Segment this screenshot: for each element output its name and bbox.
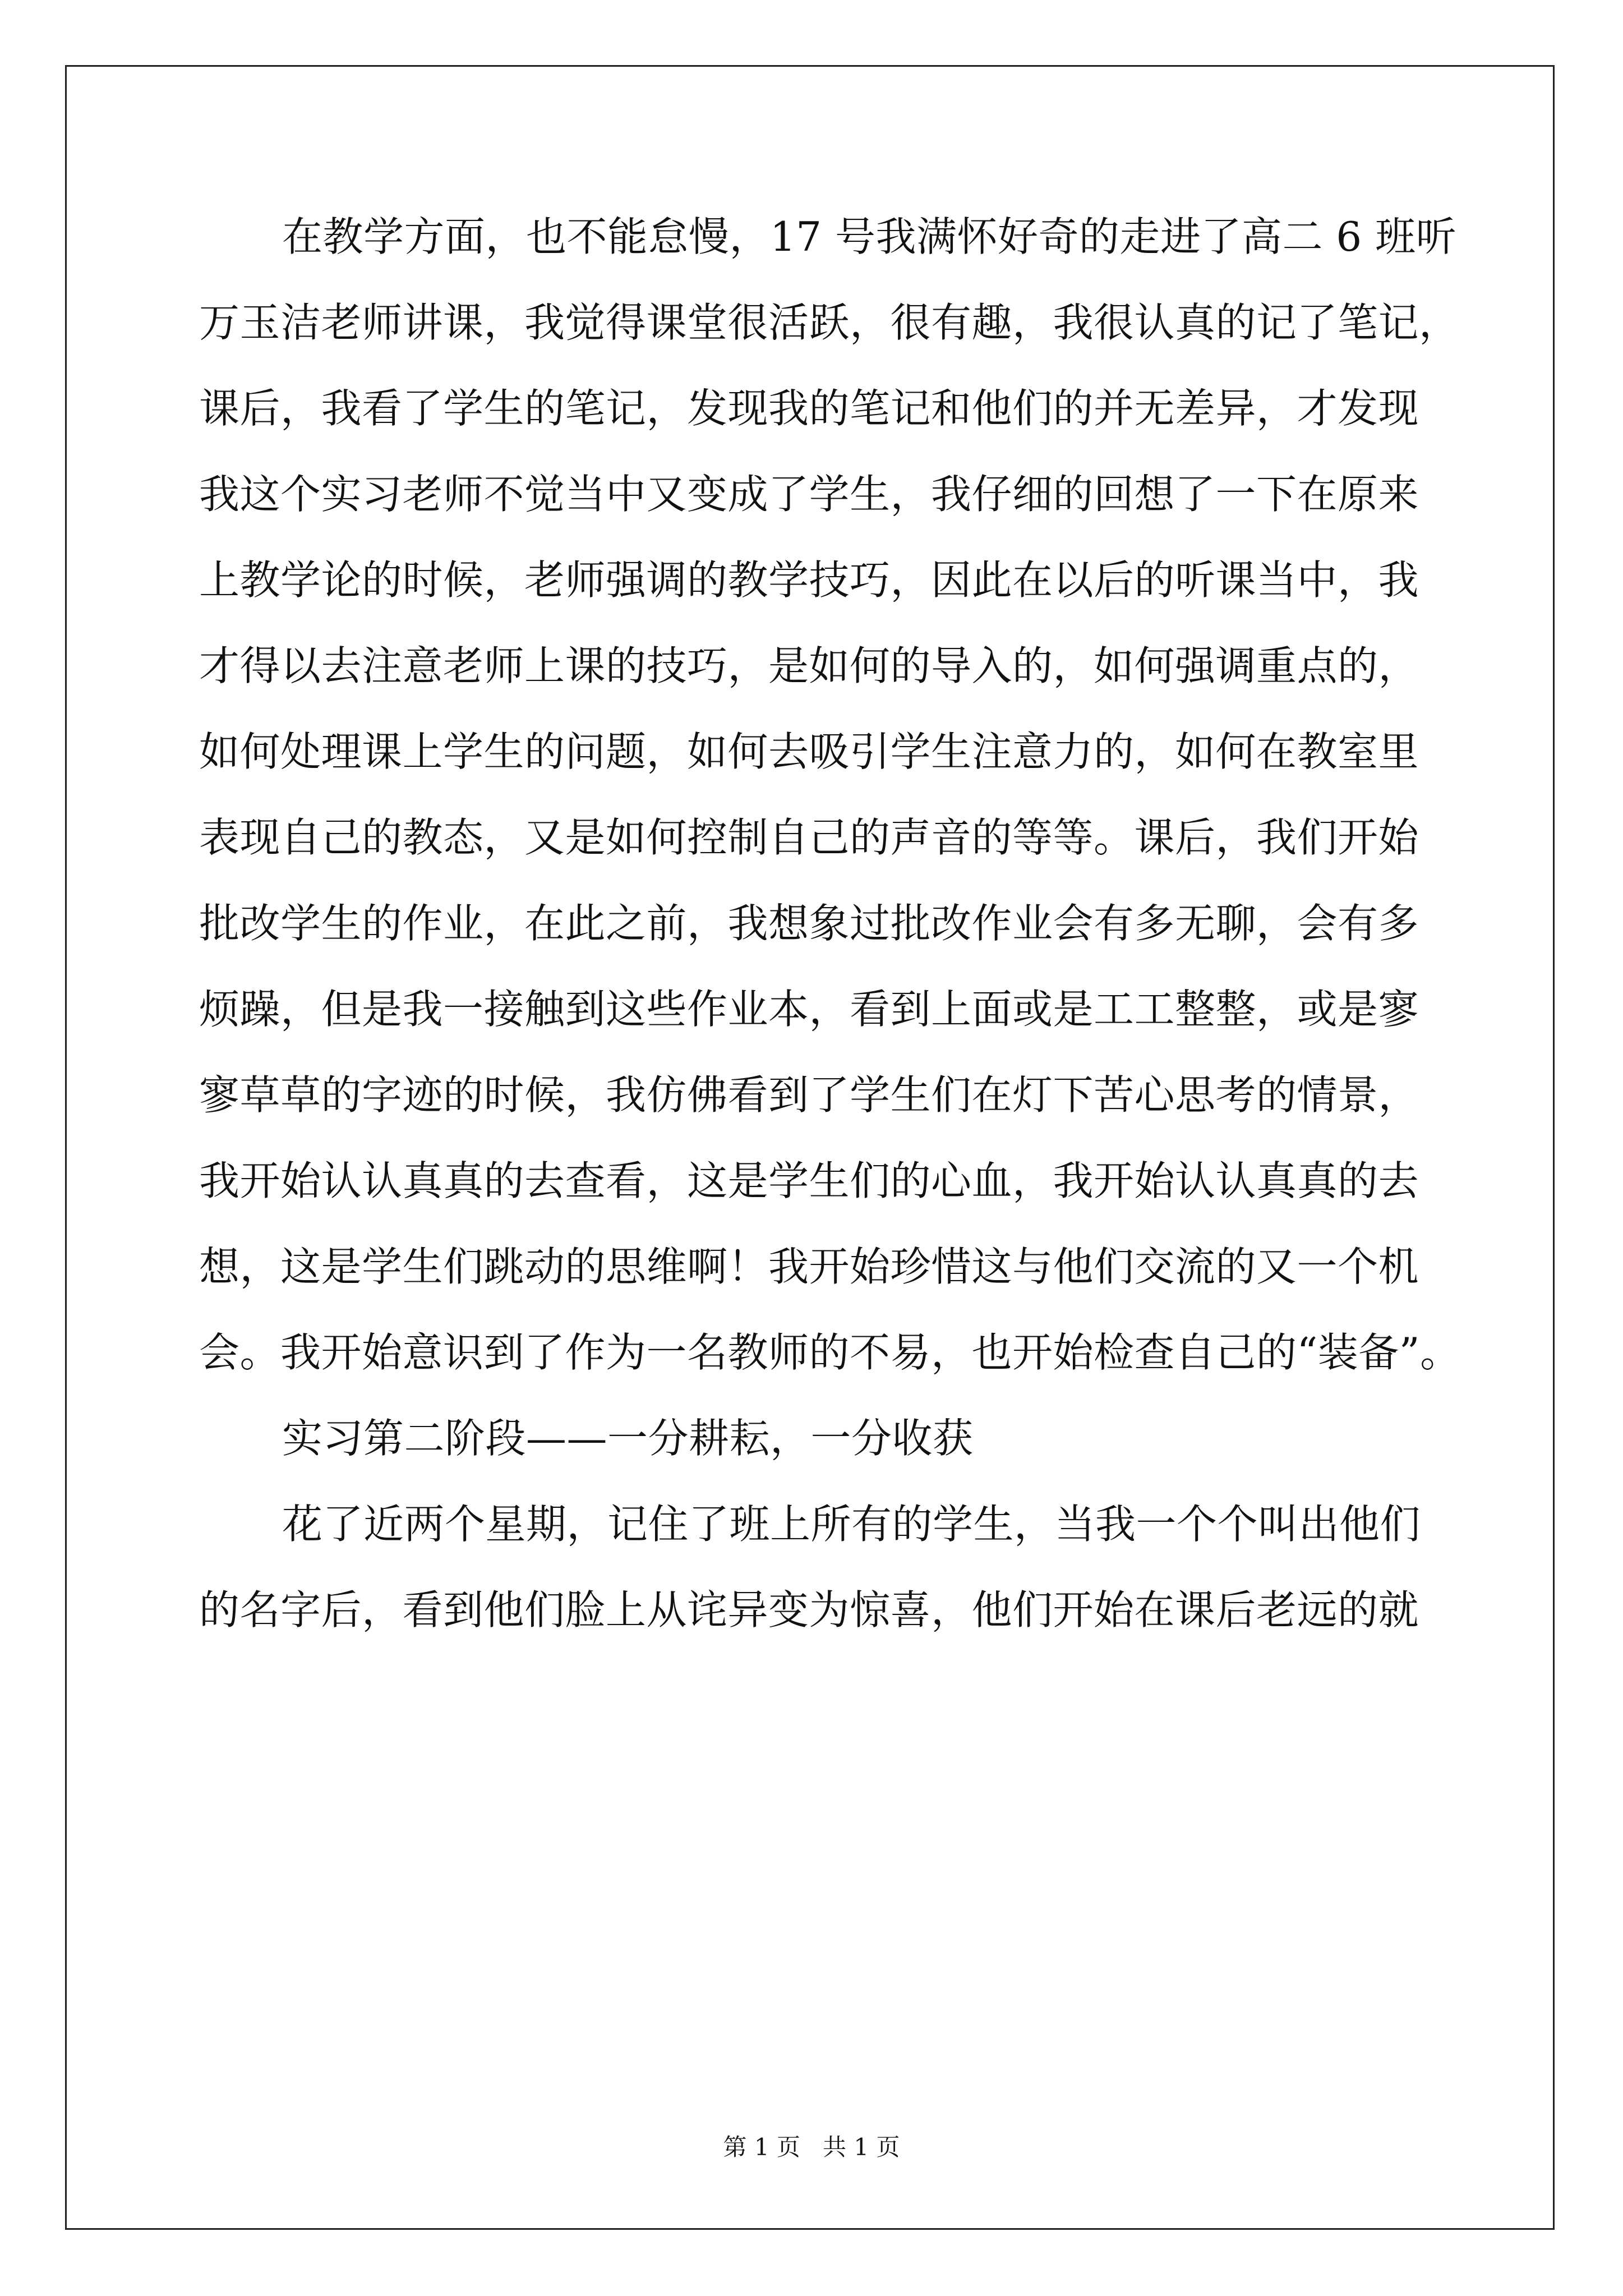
- paragraph-line: 我这个实习老师不觉当中又变成了学生，我仔细的回想了一下在原来: [199, 471, 1419, 518]
- page-number-footer: 第 1 页 共 1 页: [723, 2133, 900, 2161]
- paragraph-line: 课后，我看了学生的笔记，发现我的笔记和他们的并无差异，才发现: [199, 385, 1419, 432]
- paragraph-line: 寥草草的字迹的时候，我仿佛看到了学生们在灯下苦心思考的情景，: [199, 1071, 1419, 1119]
- section-heading: 实习第二阶段——一分耕耘，一分收获: [282, 1415, 974, 1462]
- paragraph-line: 如何处理课上学生的问题，如何去吸引学生注意力的，如何在教室里: [199, 728, 1419, 775]
- paragraph-line: 才得以去注意老师上课的技巧，是如何的导入的，如何强调重点的，: [199, 642, 1419, 689]
- paragraph-line: 万玉洁老师讲课，我觉得课堂很活跃，很有趣，我很认真的记了笔记，: [199, 299, 1460, 346]
- paragraph-line: 烦躁，但是我一接触到这些作业本，看到上面或是工工整整，或是寥: [199, 986, 1419, 1033]
- paragraph-line: 会。我开始意识到了作为一名教师的不易，也开始检查自己的“装备”。: [199, 1329, 1461, 1376]
- paragraph-line: 想，这是学生们跳动的思维啊！我开始珍惜这与他们交流的又一个机: [199, 1243, 1419, 1290]
- paragraph-line: 批改学生的作业，在此之前，我想象过批改作业会有多无聊，会有多: [199, 900, 1419, 947]
- paragraph-line: 我开始认认真真的去查看，这是学生们的心血，我开始认认真真的去: [199, 1157, 1419, 1204]
- paragraph-line: 的名字后，看到他们脸上从诧异变为惊喜，他们开始在课后老远的就: [199, 1586, 1419, 1634]
- paragraph-line: 在教学方面，也不能怠慢，17 号我满怀好奇的走进了高二 6 班听: [282, 213, 1457, 260]
- paragraph-line: 表现自己的教态，又是如何控制自己的声音的等等。课后，我们开始: [199, 814, 1419, 861]
- paragraph-line: 上教学论的时候，老师强调的教学技巧，因此在以后的听课当中，我: [199, 556, 1419, 604]
- paragraph-line: 花了近两个星期，记住了班上所有的学生，当我一个个叫出他们: [282, 1501, 1421, 1548]
